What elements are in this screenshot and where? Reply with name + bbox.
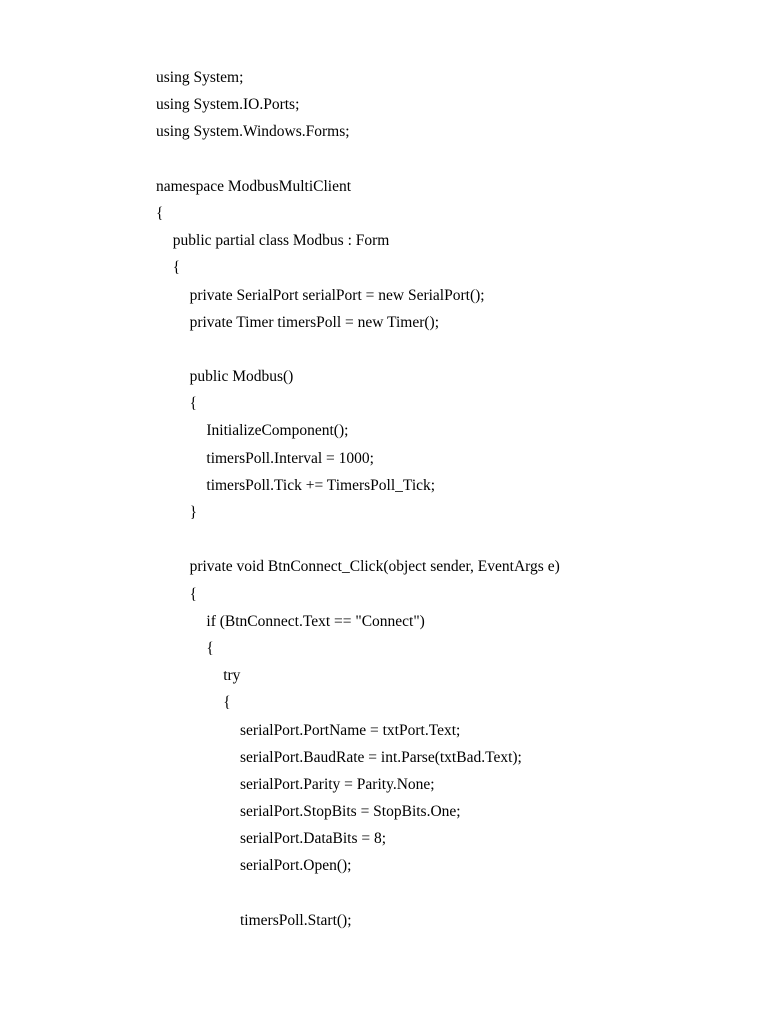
code-line: serialPort.Parity = Parity.None; xyxy=(240,775,435,793)
code-line: public Modbus() xyxy=(189,368,294,386)
code-line: timersPoll.Tick += TimersPoll_Tick; xyxy=(206,476,436,494)
code-line: timersPoll.Start(); xyxy=(240,911,352,929)
blank-line xyxy=(156,146,560,173)
code-line: private Timer timersPoll = new Timer(); xyxy=(189,313,440,331)
code-line: { xyxy=(156,204,164,222)
code-line: serialPort.PortName = txtPort.Text; xyxy=(240,721,461,739)
code-line: serialPort.StopBits = StopBits.One; xyxy=(240,803,461,821)
code-line: { xyxy=(189,585,198,603)
code-line: InitializeComponent(); xyxy=(206,422,349,440)
blank-line xyxy=(156,526,560,553)
code-line: private void BtnConnect_Click(object sender, EventArgs e) xyxy=(189,558,560,576)
code-line: private SerialPort serialPort = new SerialPort(); xyxy=(189,286,485,304)
code-line: try xyxy=(223,667,241,685)
blank-line xyxy=(156,880,560,907)
code-line: using System.IO.Ports; xyxy=(156,96,300,114)
code-line: { xyxy=(189,395,198,413)
code-listing xyxy=(156,64,560,934)
code-line: using System; xyxy=(156,69,244,86)
code-line: serialPort.BaudRate = int.Parse(txtBad.Text); xyxy=(240,748,522,766)
code-line: public partial class Modbus : Form xyxy=(172,232,390,250)
code-line: { xyxy=(172,259,181,277)
code-line: { xyxy=(223,694,231,712)
code-line: namespace ModbusMultiClient xyxy=(156,177,352,195)
code-line: serialPort.Open(); xyxy=(240,857,352,875)
code-line: serialPort.DataBits = 8; xyxy=(240,830,387,848)
code-line: { xyxy=(206,639,214,657)
code-line: timersPoll.Interval = 1000; xyxy=(206,449,374,467)
code-line: using System.Windows.Forms; xyxy=(156,123,350,141)
code-line: } xyxy=(189,504,198,521)
blank-line xyxy=(156,336,560,363)
code-line: if (BtnConnect.Text == "Connect") xyxy=(206,612,425,630)
